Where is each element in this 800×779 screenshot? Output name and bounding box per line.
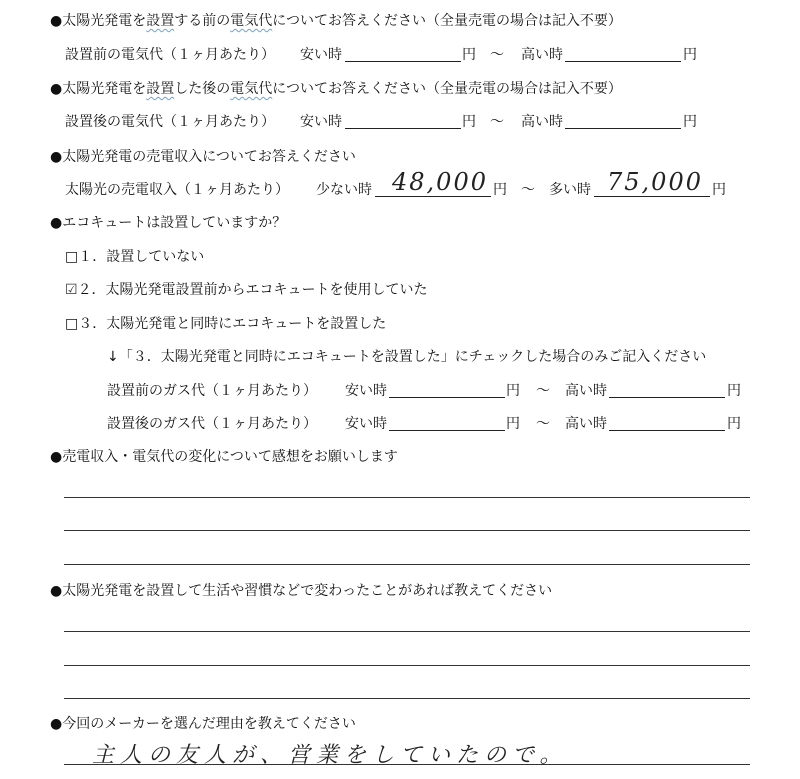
q2-part1: 太陽光発電を — [62, 81, 147, 97]
tilde: ～ — [521, 182, 535, 198]
electricity-before-high-field[interactable] — [565, 61, 681, 62]
question-maker-reason: ●今回のメーカーを選んだ理由を教えてください — [50, 716, 356, 732]
bullet: ● — [50, 81, 63, 97]
electricity-before-label: 設置前の電気代（１ヶ月あたり） — [65, 47, 275, 63]
q1-part5: についてお答えください（全量売電の場合は記入不要） — [272, 13, 622, 29]
high-label: 多い時 — [549, 182, 591, 198]
gas-after-low-field[interactable] — [389, 430, 505, 431]
impressions-answer-line-3[interactable] — [64, 564, 750, 565]
question-impressions: ●売電収入・電気代の変化について感想をお願いします — [50, 449, 398, 465]
low-label: 少ない時 — [316, 182, 372, 198]
q1-part4: 電気代 — [230, 13, 273, 29]
sales-income-low-field[interactable] — [375, 196, 491, 197]
option-label: ３．太陽光発電と同時にエコキュートを設置した — [78, 316, 387, 332]
option-used-before[interactable] — [65, 279, 428, 299]
sales-income-high-value: 75,000 — [607, 168, 703, 196]
tilde: ～ — [536, 416, 550, 432]
q1-part3: する前の — [174, 13, 231, 29]
high-label: 高い時 — [565, 383, 607, 399]
question-electricity-before — [50, 10, 622, 30]
electricity-after-high-field[interactable] — [565, 128, 681, 129]
electricity-after-low-field[interactable] — [345, 128, 461, 129]
question-lifestyle-changes: ●太陽光発電を設置して生活や習慣などで変わったことがあれば教えてください — [50, 583, 553, 599]
tilde: ～ — [490, 47, 504, 63]
sales-income-low-value: 48,000 — [392, 168, 488, 196]
question-ecocute: ●エコキュートは設置していますか？ — [50, 215, 287, 231]
q2-part2: 設置 — [146, 81, 175, 97]
electricity-before-low-field[interactable] — [345, 61, 461, 62]
yen-label: 円 — [462, 47, 476, 63]
high-label: 高い時 — [565, 416, 607, 432]
maker-reason-answer-line-1[interactable] — [64, 764, 750, 765]
yen-label: 円 — [727, 416, 741, 432]
sales-income-high-field[interactable] — [594, 196, 710, 197]
yen-label: 円 — [683, 114, 697, 130]
q1-part1: 太陽光発電を — [62, 13, 147, 29]
option-label: １．設置していない — [78, 249, 205, 265]
lifestyle-answer-line-1[interactable] — [64, 631, 750, 632]
yen-label: 円 — [462, 114, 476, 130]
q2-part4: 電気代 — [230, 81, 273, 97]
maker-reason-answer: 主人の友人が、営業をしていたので。 — [92, 743, 568, 768]
low-label: 安い時 — [300, 47, 342, 63]
conditional-note: ↓「３．太陽光発電と同時にエコキュートを設置した」にチェックした場合のみご記入ください — [107, 349, 707, 365]
bullet: ● — [50, 13, 63, 29]
high-label: 高い時 — [521, 47, 563, 63]
gas-before-low-field[interactable] — [389, 397, 505, 398]
q2-part3: した後の — [174, 81, 231, 97]
checked-checkbox-icon[interactable]: ☑ — [65, 282, 78, 298]
sales-income-label: 太陽光の売電収入（１ヶ月あたり） — [65, 182, 289, 198]
gas-after-label: 設置後のガス代（１ヶ月あたり） — [107, 416, 317, 432]
q2-part5: についてお答えください（全量売電の場合は記入不要） — [272, 81, 622, 97]
gas-after-high-field[interactable] — [609, 430, 725, 431]
checkbox-icon[interactable]: □ — [65, 249, 79, 265]
yen-label: 円 — [506, 383, 520, 399]
yen-label: 円 — [727, 383, 741, 399]
yen-label: 円 — [712, 182, 726, 198]
checkbox-icon[interactable]: □ — [65, 316, 79, 332]
option-installed-same-time[interactable] — [65, 313, 386, 333]
q1-part2: 設置 — [146, 13, 175, 29]
tilde: ～ — [536, 383, 550, 399]
low-label: 安い時 — [345, 383, 387, 399]
gas-before-label: 設置前のガス代（１ヶ月あたり） — [107, 383, 317, 399]
lifestyle-answer-line-3[interactable] — [64, 698, 750, 699]
option-label: ２．太陽光発電設置前からエコキュートを使用していた — [77, 282, 428, 298]
high-label: 高い時 — [521, 114, 563, 130]
yen-label: 円 — [683, 47, 697, 63]
impressions-answer-line-2[interactable] — [64, 530, 750, 531]
lifestyle-answer-line-2[interactable] — [64, 665, 750, 666]
yen-label: 円 — [506, 416, 520, 432]
low-label: 安い時 — [345, 416, 387, 432]
question-sales-income: ●太陽光発電の売電収入についてお答えください — [50, 149, 356, 165]
yen-label: 円 — [493, 182, 507, 198]
question-electricity-after — [50, 78, 622, 98]
gas-before-high-field[interactable] — [609, 397, 725, 398]
electricity-after-label: 設置後の電気代（１ヶ月あたり） — [65, 114, 275, 130]
tilde: ～ — [490, 114, 504, 130]
low-label: 安い時 — [300, 114, 342, 130]
impressions-answer-line-1[interactable] — [64, 497, 750, 498]
option-not-installed[interactable] — [65, 246, 204, 266]
